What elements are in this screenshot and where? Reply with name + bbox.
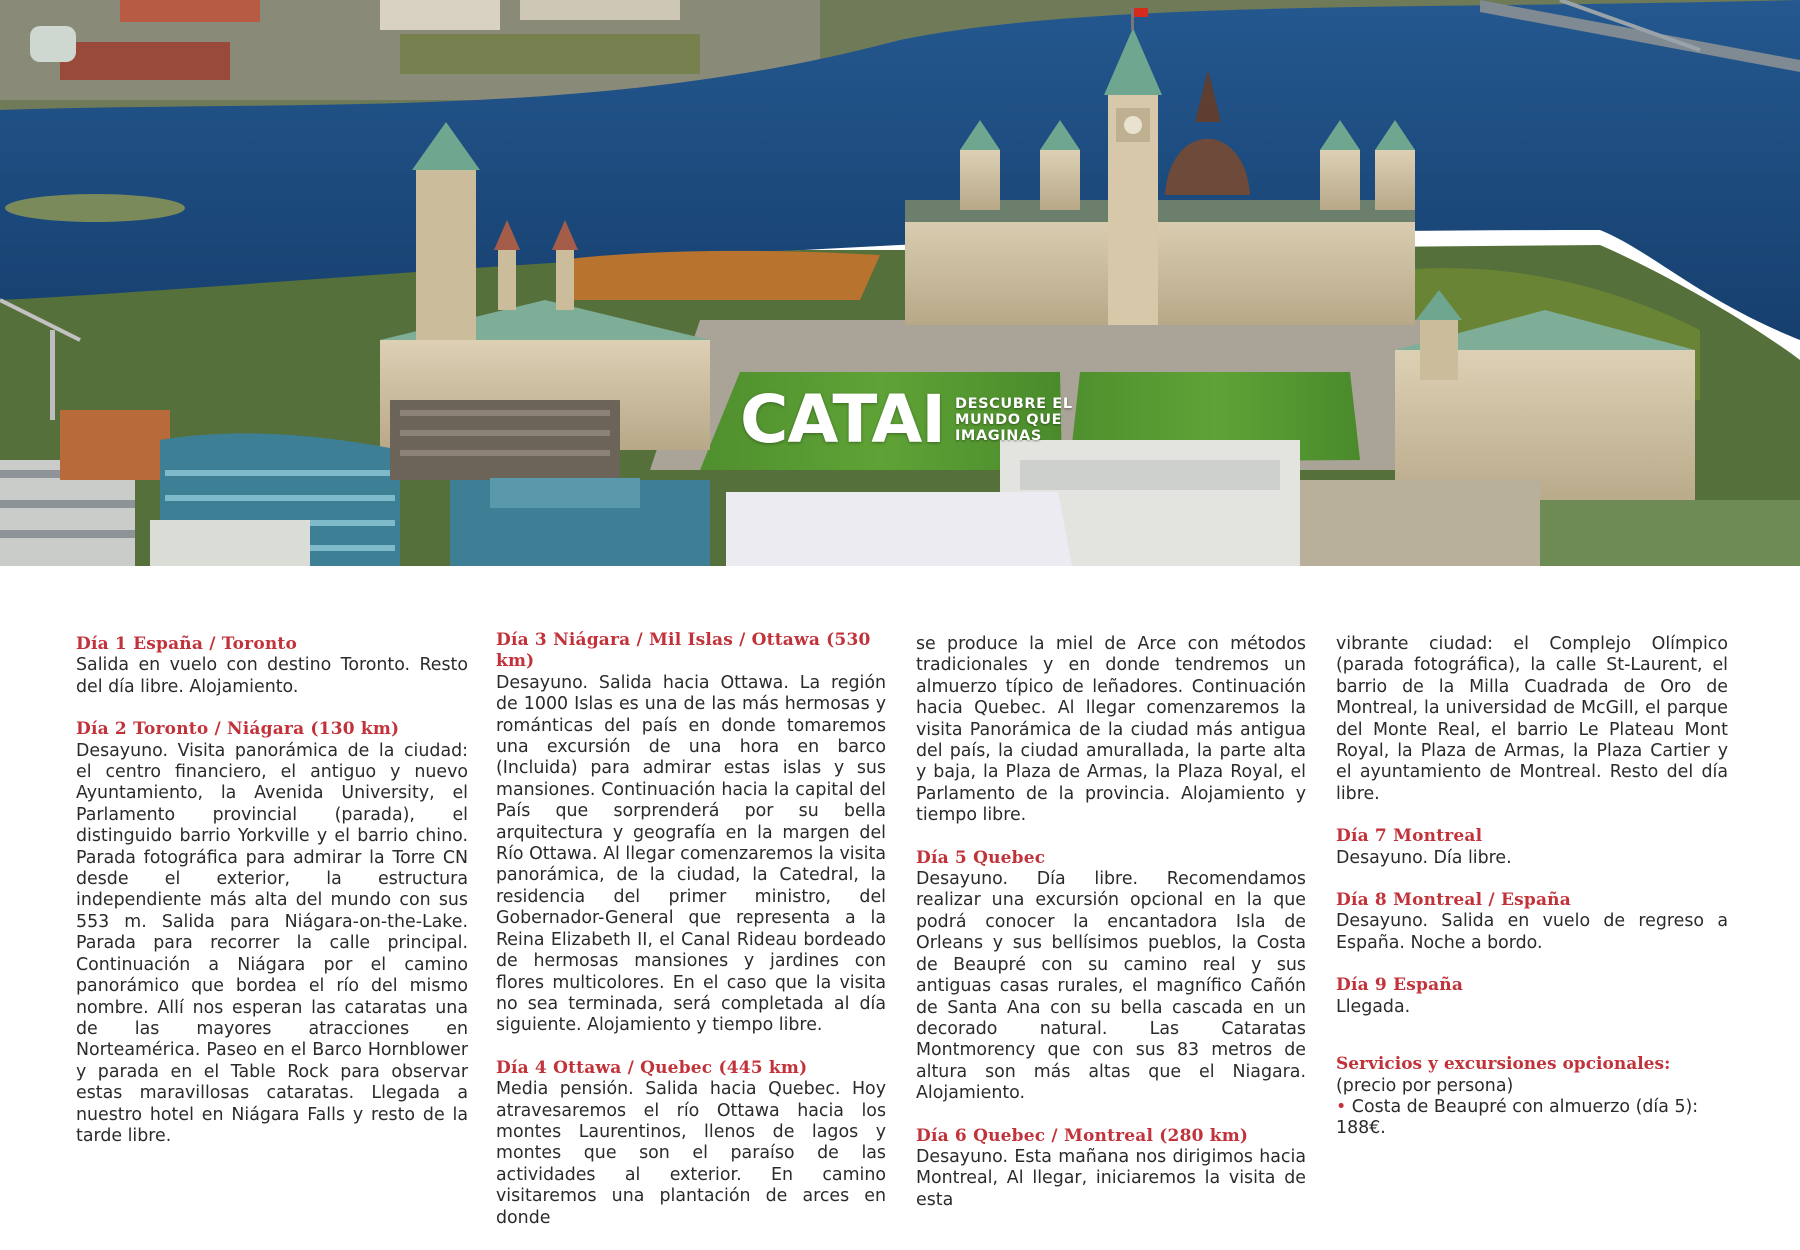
day-block-continued [1336,634,1728,805]
day-title: Día 8 Montreal / España [1336,890,1571,911]
day-block-continued [916,634,1306,827]
day-block [496,630,886,1037]
catai-logo [740,381,1073,458]
day-description: vibrante ciudad: el Complejo Olímpico (parada fotográfica), la calle St-Laurent, el barrio de la Milla Cuadrada de Oro de Montreal, la universidad de McGill, el parque del Monte Real, el barrio Le Plateau Mont Royal, la Plaza de Armas, la Plaza Cartier y el ayuntamiento de Montreal. Resto del día libre. [1336,634,1728,804]
itinerary-column-1 [76,634,468,1168]
services-subtitle: (precio por persona) [1336,1075,1514,1096]
itinerary-column-4 [1336,634,1728,1140]
day-block [1336,826,1728,869]
day-title: Día 7 Montreal [1336,826,1483,847]
tagline-line: DESCUBRE EL [954,396,1073,412]
day-description: Desayuno. Día libre. [1336,847,1512,868]
day-block [1336,890,1728,954]
day-description: Desayuno. Visita panorámica de la ciudad: el centro financiero, el antiguo y nuevo Ayuntamiento, la Avenida University, el Parlamento provincial (parada), el distinguido barrio Yorkville y el barrio chino. Parada fotográfica para admirar la Torre CN desde el exterior, la estructura independiente más alta del mundo con sus 553 m. Salida para Niágara-on-the-Lake. Parada para recorrer la calle principal. Continuación a Niágara por el camino panorámico que bordea el río del mismo nombre. Allí nos esperan las cataratas una de las mayores atracciones en Norteamérica. Paseo en el Barco Hornblower y parada en el Table Rock para observar estas maravillosas cataratas. Llegada a nuestro hotel en Niágara Falls y resto de la tarde libre. [76,740,468,1146]
day-title: Día 9 España [1336,975,1464,996]
day-title: Día 2 Toronto / Niágara (130 km) [76,719,400,740]
day-title: Día 4 Ottawa / Quebec (445 km) [496,1057,808,1078]
day-description: Desayuno. Salida hacia Ottawa. La región de 1000 Islas es una de las más hermosas y románticas del país en donde tomaremos una excursión de una hora en barco (Incluida) para admirar estas islas y sus mansiones. Continuación hacia la capital del País que sorprenderá por su bella arquitectura y geografía en la margen del Río Ottawa. Al llegar comenzaremos la visita panorámica, de la ciudad, la Catedral, la residencia del primer ministro, del Gobernador-General que representa a la Reina Elizabeth II, el Canal Rideau bordeado de hermosas mansiones y jardines con flores multicolores. En el caso que la visita no sea terminada, será completada al día siguiente. Alojamiento y tiempo libre. [496,672,886,1036]
itinerary-column-3 [916,634,1306,1232]
day-description: Media pensión. Salida hacia Quebec. Hoy atravesaremos el río Ottawa hacia los montes Laurentinos, llenos de lagos y montes que son el paraíso de las actividades al exterior. En camino visitaremos una plantación de arces en donde [496,1079,886,1228]
label-panel [726,492,1072,566]
hero-illustration [0,0,1800,566]
day-description: se produce la miel de Arce con métodos tradicionales y en donde tendremos un almuerzo típico de leñadores. Continuación hacia Quebec. Al llegar comenzaremos la visita Panorámica de la ciudad más antigua del país, la ciudad amurallada, la parte alta y baja, la Plaza de Armas, la Plaza Royal, el Parlamento de la provincia. Alojamiento y tiempo libre. [916,634,1306,826]
logo-tagline [955,396,1073,444]
day-description: Llegada. [1336,996,1411,1017]
tagline-line: IMAGINAS [954,428,1042,444]
day-block [1336,975,1728,1018]
day-title: Día 6 Quebec / Montreal (280 km) [916,1125,1249,1146]
day-block [496,1058,886,1229]
day-title: Día 1 España / Toronto [76,634,298,654]
services-title: Servicios y excursiones opcionales: [1336,1054,1671,1075]
services-item [1336,1097,1728,1140]
hero-photo-parliament-hill [0,0,1800,566]
day-block [76,634,468,698]
services-item-text: Costa de Beaupré con almuerzo (día 5): 188€. [1336,1096,1699,1139]
day-description: Desayuno. Día libre. Recomendamos realizar una excursión opcional en la que podrá conocer la encantadora Isla de Orleans y sus bellísimos pueblos, la Costa de Beaupré con su camino real y sus antiguas casas rurales, el magnífico Cañón de Santa Ana con su bella cascada en un decorado natural. Las Cataratas Montmorency que con sus 83 metros de altura son más altas que el Niagara. Alojamiento. [916,869,1306,1104]
day-block [916,848,1306,1105]
day-block [76,719,468,1147]
services-block [1336,1054,1728,1140]
day-description: Salida en vuelo con destino Toronto. Resto del día libre. Alojamiento. [76,655,468,697]
bullet-icon: • [1336,1096,1347,1117]
tagline-line: MUNDO QUE [954,412,1063,428]
logo-wordmark: CATAI [740,381,945,458]
day-description: Desayuno. Salida en vuelo de regreso a España. Noche a bordo. [1336,911,1728,953]
day-block [916,1126,1306,1212]
day-title: Día 3 Niágara / Mil Islas / Ottawa (530 km) [496,630,871,672]
day-description: Desayuno. Esta mañana nos dirigimos hacia Montreal, Al llegar, iniciaremos la visita de esta [916,1146,1306,1210]
itinerary-column-2 [496,630,886,1250]
day-title: Día 5 Quebec [916,847,1046,868]
